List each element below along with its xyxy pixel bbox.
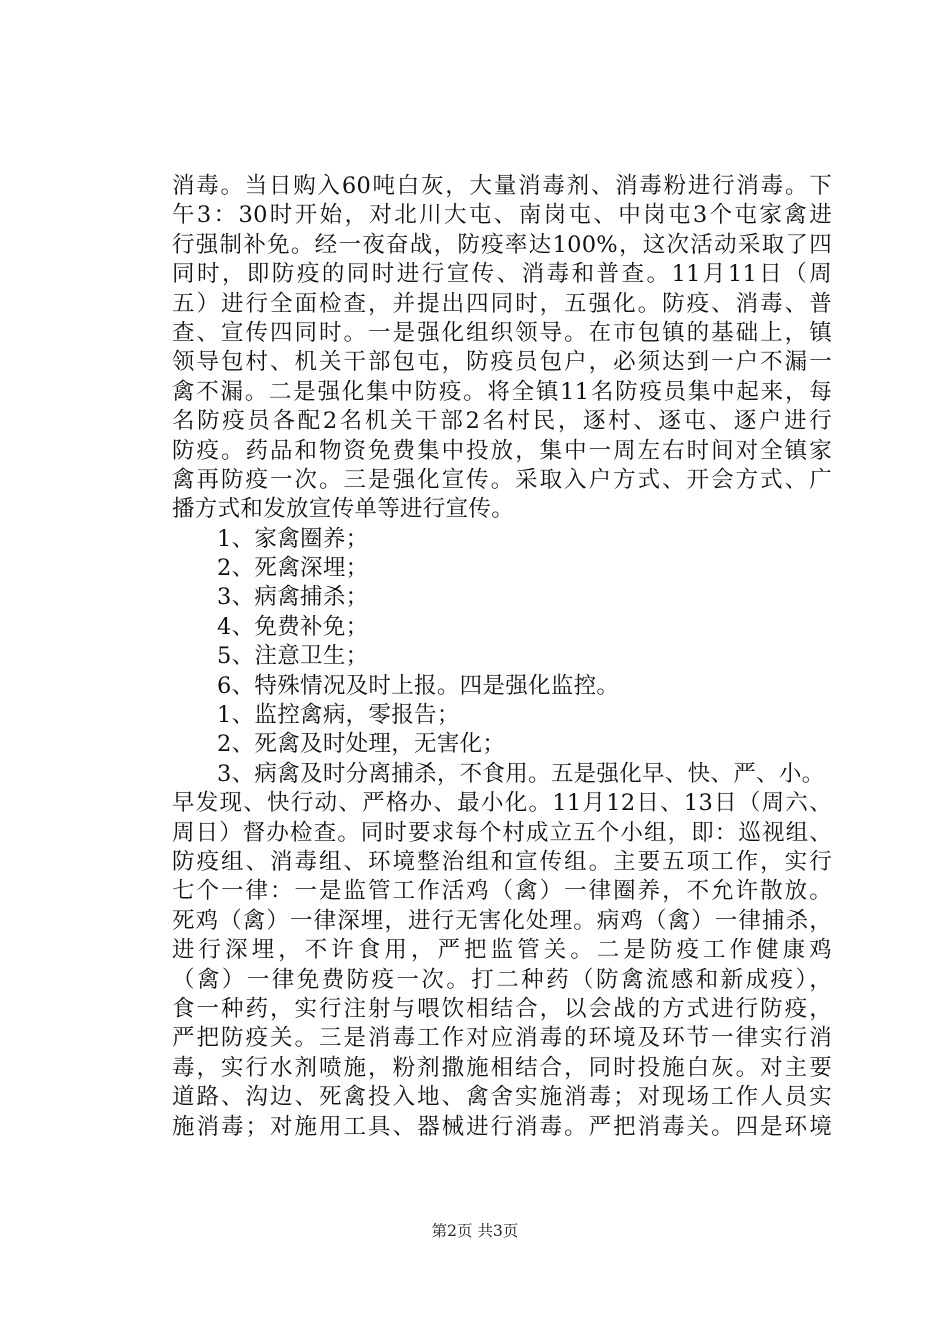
- text-line: 周日）督办检查。同时要求每个村成立五个小组，即：巡视组、: [172, 819, 832, 846]
- text-line: 禽不漏。二是强化集中防疫。将全镇11名防疫员集中起来，每: [172, 378, 832, 405]
- list-item: 2、死禽深埋；: [217, 555, 369, 582]
- text-line: 严把防疫关。三是消毒工作对应消毒的环境及环节一律实行消: [172, 1025, 832, 1052]
- text-line: 七个一律：一是监管工作活鸡（禽）一律圈养，不允许散放。: [172, 878, 832, 905]
- list-item: 1、家禽圈养；: [217, 525, 369, 552]
- text-line: 查、宣传四同时。一是强化组织领导。在市包镇的基础上，镇: [172, 319, 832, 346]
- text-line: 食一种药，实行注射与喂饮相结合，以会战的方式进行防疫，: [172, 995, 832, 1022]
- text-line: 五）进行全面检查，并提出四同时，五强化。防疫、消毒、普: [172, 290, 832, 317]
- text-line: 防疫组、消毒组、环境整治组和宣传组。主要五项工作，实行: [172, 848, 832, 875]
- text-line: 播方式和发放宣传单等进行宣传。: [172, 496, 515, 523]
- text-line: 同时，即防疫的同时进行宣传、消毒和普查。11月11日（周: [172, 261, 832, 288]
- text-line: 消毒。当日购入60吨白灰，大量消毒剂、消毒粉进行消毒。下: [172, 173, 832, 199]
- text-line: （禽）一律免费防疫一次。打二种药（防禽流感和新成疫），: [172, 966, 832, 993]
- text-line: 名防疫员各配2名机关干部2名村民，逐村、逐屯、逐户进行: [172, 408, 832, 435]
- body-text: [172, 172, 832, 1142]
- text-line: 防疫。药品和物资免费集中投放，集中一周左右时间对全镇家: [172, 437, 832, 464]
- list-item: 3、病禽捕杀；: [217, 584, 369, 611]
- text-line: 毒，实行水剂喷施，粉剂撒施相结合，同时投施白灰。对主要: [172, 1054, 832, 1081]
- text-line: 早发现、快行动、严格办、最小化。11月12日、13日（周六、: [172, 790, 832, 817]
- text-line: 午3：30时开始，对北川大屯、南岗屯、中岗屯3个屯家禽进: [172, 202, 832, 229]
- list-item: 6、特殊情况及时上报。四是强化监控。: [217, 672, 620, 699]
- text-line: 道路、沟边、死禽投入地、禽舍实施消毒；对现场工作人员实: [172, 1084, 832, 1111]
- list-item: 2、死禽及时处理，无害化；: [217, 731, 506, 758]
- text-line: 禽再防疫一次。三是强化宣传。采取入户方式、开会方式、广: [172, 466, 832, 493]
- list-item: 3、病禽及时分离捕杀，不食用。五是强化早、快、严、小。: [217, 760, 825, 787]
- list-item: 1、监控禽病，零报告；: [217, 702, 460, 729]
- list-item: 5、注意卫生；: [217, 643, 369, 670]
- text-line: 行强制补免。经一夜奋战，防疫率达100%，这次活动采取了四: [172, 231, 832, 258]
- list-item: 4、免费补免；: [217, 613, 369, 640]
- text-line: 施消毒；对施用工具、器械进行消毒。严把消毒关。四是环境: [172, 1113, 832, 1140]
- page-footer: 第2页 共3页: [431, 1222, 519, 1240]
- text-line: 领导包村、机关干部包屯，防疫员包户，必须达到一户不漏一: [172, 349, 832, 376]
- text-line: 进行深埋，不许食用，严把监管关。二是防疫工作健康鸡: [172, 937, 832, 964]
- text-line: 死鸡（禽）一律深埋，进行无害化处理。病鸡（禽）一律捕杀，: [172, 907, 832, 934]
